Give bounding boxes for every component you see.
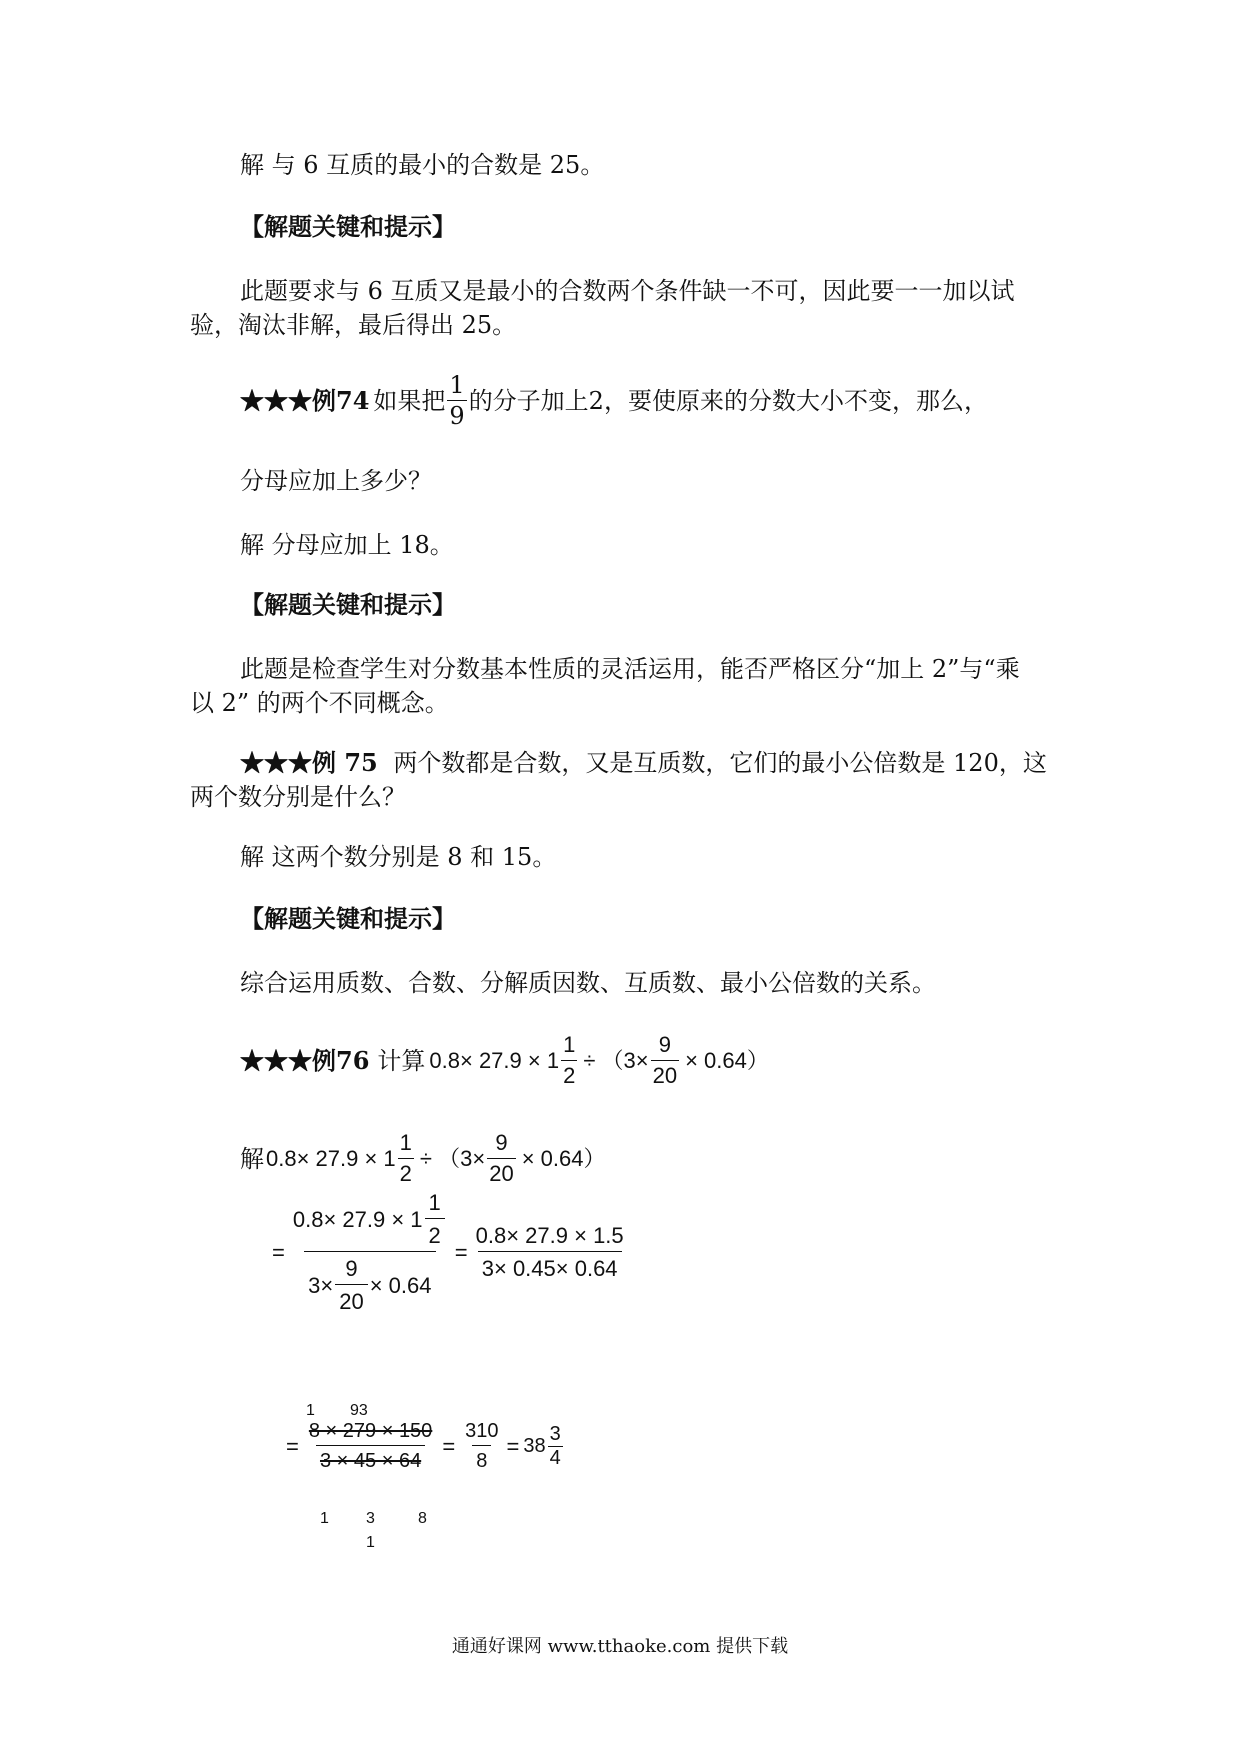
solution-step-3 (286, 1420, 565, 1473)
hint-heading: 【解题关键和提示】 (240, 212, 456, 241)
example-75-label: ★★★例 75 (240, 748, 378, 777)
page-footer: 通通好课网 www.tthaoke.com 提供下载 (451, 1636, 789, 1657)
fraction-denominator: 3 × 45 × 64 (316, 1445, 425, 1473)
fraction-nine-twentieths (651, 1030, 679, 1091)
fraction-numerator: 0.8× 27.9 × 1.5 (475, 1223, 624, 1248)
hint-heading: 【解题关键和提示】 (240, 904, 456, 933)
example-76-calc: 计算 (377, 1046, 426, 1075)
fraction-one-half (561, 1030, 577, 1091)
example-74-question-line2: 分母应加上多少？ (240, 467, 432, 495)
fraction-denominator: 3× 0.45× 0.64 (478, 1251, 622, 1282)
equals-sign: = (442, 1433, 456, 1459)
compound-numerator (289, 1190, 451, 1251)
fraction-denominator: 2 (425, 1218, 445, 1249)
fraction-numerator: 310 (465, 1420, 499, 1442)
fraction-numerator: 1 (399, 1130, 412, 1155)
example-75-question-line1 (240, 748, 1047, 778)
expr-part-c: × 0.64） (685, 1047, 769, 1073)
hint-paragraph-line1: 此题要求与 6 互质又是最小的合数两个条件缺一不可，因此要一一加以试 (240, 277, 1015, 305)
fraction-one-half (398, 1128, 414, 1189)
example-74-text-before: 如果把 (373, 386, 446, 415)
equals-sign: = (454, 1239, 468, 1265)
final-whole: 38 (523, 1435, 546, 1457)
fraction-denominator: 20 (651, 1060, 679, 1091)
example-75-question-line2: 两个数分别是什么？ (190, 783, 406, 811)
fraction-denominator: 4 (549, 1447, 561, 1469)
expr-part-a: 0.8× 27.9 × 1 (429, 1047, 560, 1073)
fraction-numerator: 8 × 279 × 150 (308, 1420, 433, 1442)
cancelled-fraction (305, 1420, 436, 1473)
example-76-solution-line (240, 1128, 605, 1189)
hint-paragraph-line2: 验，淘汰非解，最后得出 25。 (190, 311, 517, 339)
expr-part-c: × 0.64） (521, 1145, 606, 1171)
compound-denominator (304, 1251, 435, 1315)
fraction-numerator: 9 (495, 1130, 508, 1155)
equals-sign: = (286, 1433, 299, 1459)
numerator-text: 0.8× 27.9 × 1 (292, 1206, 423, 1232)
cancel-mark: 1 (320, 1510, 329, 1527)
hint-paragraph: 综合运用质数、合数、分解质因数、互质数、最小公倍数的关系。 (240, 969, 936, 997)
example-74-label: ★★★例74 (240, 385, 370, 415)
example-75-text: 两个数都是合数，又是互质数，它们的最小公倍数是 120，这 (393, 749, 1047, 777)
fraction-one-ninth (447, 370, 466, 431)
example-76-label: ★★★例76 (240, 1045, 370, 1075)
final-fraction (548, 1423, 563, 1470)
fraction-numerator: 1 (428, 1190, 441, 1215)
expr-part-b: ÷ （3× (583, 1047, 649, 1073)
example-74-question (240, 370, 988, 431)
example-75-answer: 解 这两个数分别是 8 和 15。 (240, 843, 557, 871)
cancel-mark: 93 (350, 1402, 368, 1419)
fraction-numerator: 1 (449, 371, 465, 399)
denominator-text-a: 3× (308, 1272, 334, 1298)
equals-sign: = (506, 1433, 520, 1459)
compound-fraction (289, 1190, 451, 1315)
fraction-nine-twentieths (335, 1256, 367, 1315)
cancel-mark: 3 (366, 1510, 375, 1527)
solution-text: 解 与 6 互质的最小的合数是 25。 (240, 151, 605, 179)
denominator-text-b: × 0.64 (369, 1272, 432, 1298)
expr-part-a: 0.8× 27.9 × 1 (266, 1145, 396, 1171)
example-76-question (240, 1030, 769, 1091)
fraction-denominator: 2 (398, 1158, 414, 1189)
hint-paragraph-line1: 此题是检查学生对分数基本性质的灵活运用，能否严格区分“加上 2”与“乘 (240, 655, 1020, 683)
fraction-numerator: 9 (345, 1256, 358, 1281)
fraction-numerator: 9 (658, 1032, 671, 1057)
result-fraction (461, 1420, 502, 1473)
fraction-denominator: 20 (335, 1284, 367, 1315)
cancel-mark: 8 (418, 1510, 427, 1527)
solution-prefix: 解 (240, 1144, 264, 1173)
fraction-denominator: 8 (472, 1445, 491, 1473)
solution-step-1 (272, 1190, 628, 1315)
fraction-denominator: 20 (487, 1158, 515, 1189)
fraction-denominator: 2 (561, 1060, 577, 1091)
fraction-denominator: 9 (449, 402, 465, 430)
fraction-nine-twentieths (487, 1128, 515, 1189)
equals-sign: = (272, 1239, 285, 1265)
cancel-mark: 1 (366, 1534, 375, 1551)
hint-paragraph-line2: 以 2” 的两个不同概念。 (190, 689, 449, 717)
example-74-answer: 解 分母应加上 18。 (240, 531, 454, 559)
example-74-text-after: 的分子加上2，要使原来的分数大小不变，那么， (468, 386, 988, 415)
decimal-fraction (472, 1223, 628, 1282)
cancel-mark: 1 (306, 1402, 315, 1419)
fraction-numerator: 1 (563, 1032, 576, 1057)
fraction-numerator: 3 (549, 1423, 561, 1445)
expr-part-b: ÷ （3× (419, 1145, 486, 1171)
fraction-one-half (425, 1190, 445, 1249)
hint-heading: 【解题关键和提示】 (240, 590, 456, 619)
